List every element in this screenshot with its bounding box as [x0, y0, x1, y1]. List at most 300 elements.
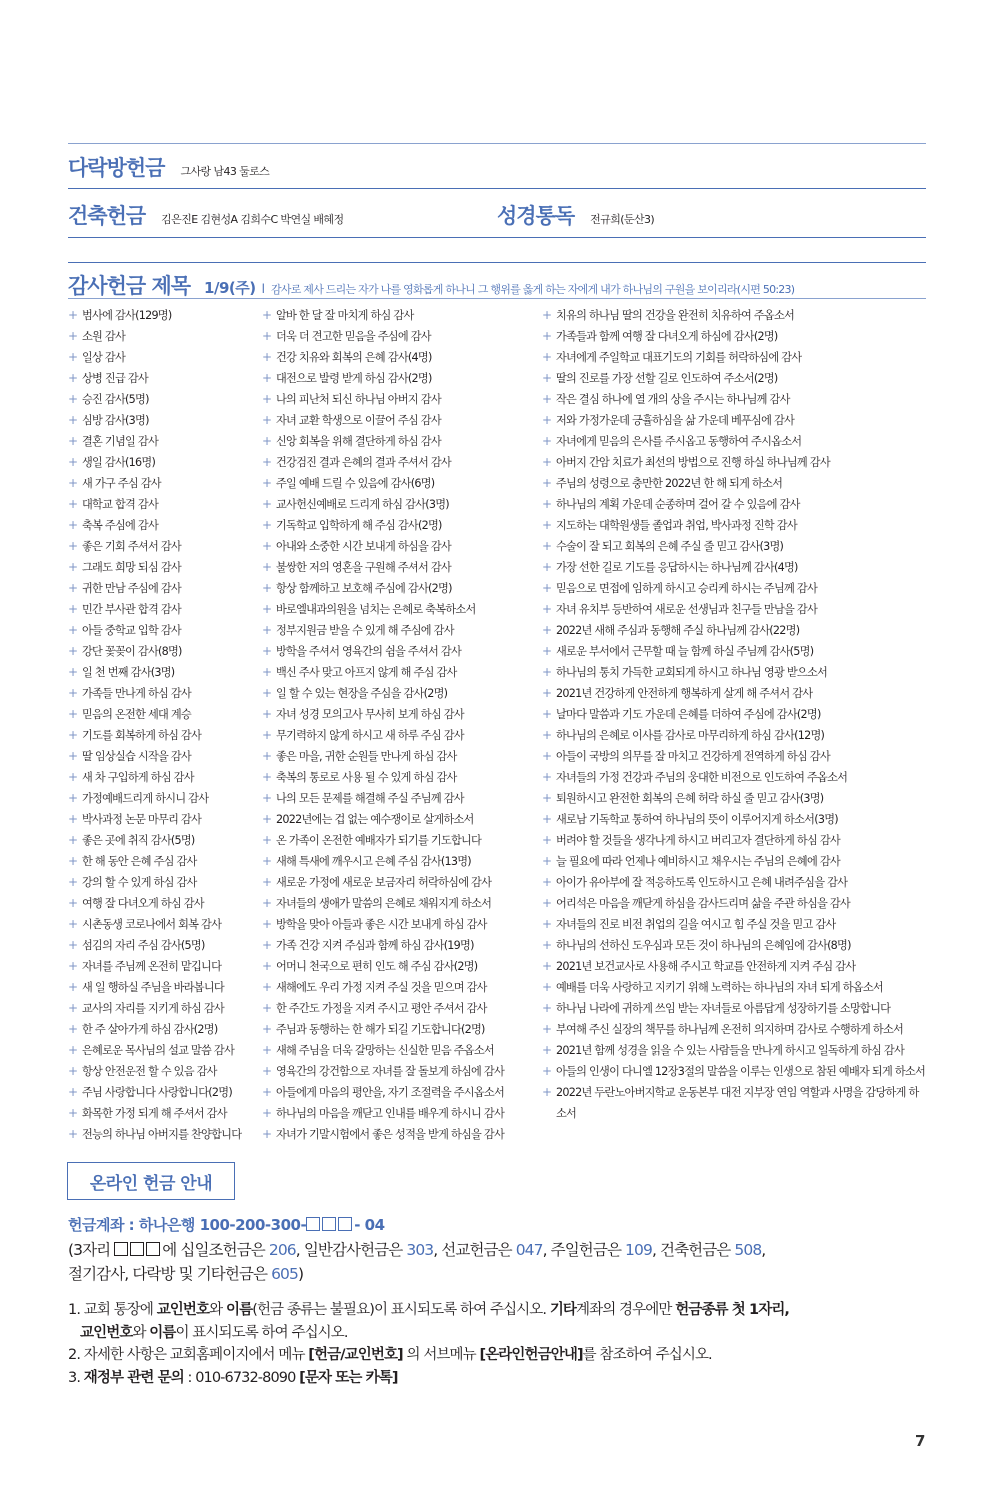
gamsa-item-text: 가족들 만나게 하심 감사 [82, 687, 191, 700]
code-other: 605 [271, 1265, 298, 1283]
gamsa-item-text: 축복의 통로로 사용 될 수 있게 하심 감사 [276, 771, 457, 784]
gamsa-item-text: 전능의 하나님 아버지를 찬양합니다 [82, 1128, 242, 1141]
gamsa-item-text: 새 가구 주심 감사 [82, 477, 161, 490]
gamsa-item [68, 410, 258, 431]
plus-icon: + [68, 728, 78, 742]
gamsa-item-text: 날마다 말씀과 기도 가운데 은혜를 더하여 주심에 감사(2명) [556, 708, 821, 721]
gamsa-item-text: 하나님의 계획 가운데 순종하며 걸어 갈 수 있음에 감사 [556, 498, 800, 511]
notes [68, 1299, 938, 1389]
account-suffix: - 04 [354, 1216, 385, 1234]
plus-icon: + [542, 350, 552, 364]
gamsa-item-text: 주님 사랑합니다 사랑합니다(2명) [82, 1086, 232, 1099]
gamsa-item-text: 시촌동생 코로나에서 회복 감사 [82, 918, 222, 931]
plus-icon: + [262, 980, 272, 994]
building-rule [68, 237, 926, 238]
gamsa-column-2 [262, 305, 537, 1145]
gamsa-item [68, 494, 258, 515]
gamsa-item [262, 683, 537, 704]
gamsa-item-text: 정부지원금 받을 수 있게 해 주심에 감사 [276, 624, 454, 637]
gamsa-item-text: 2021년 함께 성경을 읽을 수 있는 사람들을 만나게 하시고 일독하게 하심 감사 [556, 1044, 904, 1057]
gamsa-item-text: 자녀를 주님께 온전히 맡깁니다 [82, 960, 222, 973]
plus-icon: + [68, 665, 78, 679]
gamsa-item [262, 872, 537, 893]
note-1-cont [68, 1322, 938, 1345]
gamsa-verse: 감사로 제사 드리는 자가 나를 영화롭게 하나니 그 행위를 옳게 하는 자에게 내가 하나님의 구원을 보이리라(시편 50:23) [270, 283, 795, 296]
gamsa-item [262, 662, 537, 683]
digit-box [146, 1242, 160, 1256]
bible-row [497, 200, 917, 230]
plus-icon: + [542, 833, 552, 847]
plus-icon: + [68, 539, 78, 553]
gamsa-item-text: 좋은 기회 주셔서 감사 [82, 540, 181, 553]
gamsa-item-text: 2021년 건강하게 안전하게 행복하게 살게 해 주셔서 감사 [556, 687, 813, 700]
gamsa-item [68, 515, 258, 536]
note-bold: [문자 또는 카톡] [299, 1369, 398, 1386]
plus-icon: + [542, 308, 552, 322]
plus-icon: + [262, 539, 272, 553]
gamsa-item-text: 좋은 마을, 귀한 순원들 만나게 하심 감사 [276, 750, 457, 763]
building-title: 건축헌금 [68, 204, 146, 228]
gamsa-item [262, 809, 537, 830]
gamsa-item [542, 704, 930, 725]
note-bold: 이름 [225, 1302, 253, 1318]
note-text: 계좌의 경우에만 [576, 1302, 676, 1318]
gamsa-item [68, 1103, 258, 1124]
gamsa-item [68, 1082, 258, 1103]
plus-icon: + [262, 812, 272, 826]
gamsa-item-text: 하나님의 선하신 도우심과 모든 것이 하나님의 은혜임에 감사(8명) [556, 939, 851, 952]
gamsa-item [262, 452, 537, 473]
desc-text: , 건축헌금은 [651, 1241, 735, 1259]
gamsa-item-text: 새 차 구입하게 하심 감사 [82, 771, 194, 784]
plus-icon: + [542, 371, 552, 385]
bible-names: 전규희(둔산3) [590, 213, 655, 226]
gamsa-item [542, 977, 930, 998]
gamsa-item [542, 662, 930, 683]
gamsa-item-text: 주님의 성령으로 충만한 2022년 한 해 되게 하소서 [556, 477, 783, 490]
note-bold: 이름 [149, 1324, 176, 1341]
plus-icon: + [542, 980, 552, 994]
gamsa-item [542, 494, 930, 515]
gamsa-item [542, 515, 930, 536]
gamsa-item-text: 믿음의 온전한 세대 계승 [82, 708, 191, 721]
gamsa-item [262, 473, 537, 494]
plus-icon: + [262, 1106, 272, 1120]
gamsa-item [262, 998, 537, 1019]
gamsa-item [262, 410, 537, 431]
gamsa-item [262, 326, 537, 347]
plus-icon: + [262, 854, 272, 868]
gamsa-item [68, 641, 258, 662]
gamsa-item [262, 935, 537, 956]
plus-icon: + [542, 707, 552, 721]
gamsa-item-text: 귀한 만남 주심에 감사 [82, 582, 181, 595]
plus-icon: + [542, 413, 552, 427]
gamsa-item [68, 893, 258, 914]
gamsa-item [262, 746, 537, 767]
gamsa-item-text: 무기력하지 않게 하시고 새 하루 주심 감사 [276, 729, 464, 742]
gamsa-item-text: 아들에게 마음의 평안을, 자기 조절력을 주시옵소서 [276, 1086, 505, 1099]
plus-icon: + [542, 917, 552, 931]
plus-icon: + [68, 476, 78, 490]
plus-icon: + [262, 896, 272, 910]
gamsa-item-text: 아버지 간암 치료가 최선의 방법으로 진행 하실 하나님께 감사 [556, 456, 830, 469]
plus-icon: + [542, 392, 552, 406]
note-text: 와 [209, 1302, 226, 1318]
plus-icon: + [262, 728, 272, 742]
gamsa-item-text: 2022년에는 겁 없는 예수쟁이로 살게하소서 [276, 813, 474, 826]
gamsa-item-text: 2022년 두란노아버지학교 운동본부 대전 지부장 연임 역할과 사명을 감당하게 하소서 [556, 1086, 919, 1120]
gamsa-item-text: 강단 꽃꽂이 감사(8명) [82, 645, 182, 658]
gamsa-item [542, 536, 930, 557]
gamsa-item [542, 431, 930, 452]
desc-text: ) [297, 1265, 304, 1283]
gamsa-item-text: 새로남 기독학교 통하여 하나님의 뜻이 이루어지게 하소서(3명) [556, 813, 838, 826]
gamsa-item [68, 368, 258, 389]
gamsa-item-text: 기도를 회복하게 하심 감사 [82, 729, 202, 742]
gamsa-item [68, 956, 258, 977]
plus-icon: + [542, 329, 552, 343]
plus-icon: + [262, 371, 272, 385]
account-description [68, 1238, 928, 1286]
note-bold: 교인번호 [80, 1324, 133, 1341]
gamsa-item-text: 지도하는 대학원생들 졸업과 취업, 박사과정 진학 감사 [556, 519, 797, 532]
plus-icon: + [68, 434, 78, 448]
gamsa-item-text: 항상 안전운전 할 수 있음 감사 [82, 1065, 217, 1078]
account-prefix: 헌금계좌 : 하나은행 100-200-300- [68, 1216, 307, 1234]
gamsa-item-text: 가정예배드리게 하시니 감사 [82, 792, 209, 805]
gamsa-item [542, 956, 930, 977]
gamsa-item [68, 1124, 258, 1145]
plus-icon: + [68, 791, 78, 805]
gamsa-item [542, 935, 930, 956]
gamsa-item [542, 641, 930, 662]
desc-text: , 일반감사헌금은 [295, 1241, 407, 1259]
gamsa-item-text: 아내와 소중한 시간 보내게 하심을 감사 [276, 540, 451, 553]
desc-text: 절기감사, 다락방 및 기타헌금은 [68, 1265, 272, 1283]
plus-icon: + [262, 1022, 272, 1036]
note-text: : 010-6732-8090 [183, 1369, 300, 1386]
gamsa-item-text: 어머니 천국으로 편히 인도 해 주심 감사(2명) [276, 960, 478, 973]
plus-icon: + [68, 749, 78, 763]
plus-icon: + [262, 392, 272, 406]
gamsa-item [262, 305, 537, 326]
plus-icon: + [262, 749, 272, 763]
gamsa-item-text: 어리석은 마음을 깨닫게 하심을 감사드리며 삶을 주관 하심을 감사 [556, 897, 850, 910]
gamsa-item-text: 가족 건강 지켜 주심과 함께 하심 감사(19명) [276, 939, 474, 952]
plus-icon: + [542, 434, 552, 448]
gamsa-item [542, 326, 930, 347]
gamsa-item-text: 교사헌신예배로 드리게 하심 감사(3명) [276, 498, 449, 511]
gamsa-item-text: 저와 가정가운데 긍휼하심을 삶 가운데 베푸심에 감사 [556, 414, 795, 427]
plus-icon: + [68, 644, 78, 658]
desc-text: , 선교헌금은 [433, 1241, 516, 1259]
note-bold: 헌금종류 첫 1자리, [675, 1302, 790, 1318]
plus-icon: + [542, 1043, 552, 1057]
plus-icon: + [542, 539, 552, 553]
gamsa-item [68, 851, 258, 872]
gamsa-item [262, 1103, 537, 1124]
plus-icon: + [542, 896, 552, 910]
plus-icon: + [542, 497, 552, 511]
gamsa-item [262, 1040, 537, 1061]
gamsa-item [68, 977, 258, 998]
gamsa-item [68, 662, 258, 683]
gamsa-item-text: 주님과 동행하는 한 해가 되길 기도합니다(2명) [276, 1023, 485, 1036]
code-mission: 047 [515, 1241, 543, 1259]
plus-icon: + [68, 770, 78, 784]
gamsa-item-text: 아들이 국방의 의무를 잘 마치고 건강하게 전역하게 하심 감사 [556, 750, 830, 763]
gamsa-item [68, 872, 258, 893]
note-bold: 재정부 관련 문의 [83, 1369, 184, 1386]
gamsa-item-text: 새해에도 우리 가정 지켜 주실 것을 믿으며 감사 [276, 981, 487, 994]
gamsa-item-text: 기독학교 입학하게 해 주심 감사(2명) [276, 519, 442, 532]
gamsa-item [68, 473, 258, 494]
plus-icon: + [262, 938, 272, 952]
gamsa-item-text: 자녀들의 가정 건강과 주님의 웅대한 비전으로 인도하여 주옵소서 [556, 771, 848, 784]
gamsa-item-text: 하나님의 은혜로 이사를 감사로 마무리하게 하심 감사(12명) [556, 729, 825, 742]
plus-icon: + [68, 938, 78, 952]
note-text: 3. [68, 1369, 84, 1386]
gamsa-item-text: 대전으로 발령 받게 하심 감사(2명) [276, 372, 432, 385]
gamsa-item-text: 온 가족이 온전한 예배자가 되기를 기도합니다 [276, 834, 482, 847]
gamsa-item [262, 641, 537, 662]
gamsa-item [68, 683, 258, 704]
gamsa-item [262, 893, 537, 914]
note-text: 1. 교회 통장에 [68, 1302, 157, 1318]
gamsa-item [68, 431, 258, 452]
gamsa-item-text: 부여해 주신 실장의 책무를 하나님께 온전히 의지하며 감사로 수행하게 하소서 [556, 1023, 904, 1036]
gamsa-item-text: 강의 할 수 있게 하심 감사 [82, 876, 197, 889]
plus-icon: + [262, 791, 272, 805]
plus-icon: + [262, 602, 272, 616]
plus-icon: + [542, 518, 552, 532]
gamsa-item [542, 788, 930, 809]
plus-icon: + [68, 959, 78, 973]
gamsa-item [68, 347, 258, 368]
gamsa-item-text: 항상 함께하고 보호해 주심에 감사(2명) [276, 582, 452, 595]
gamsa-item-text: 범사에 감사(129명) [82, 309, 172, 322]
gamsa-item-text: 교사의 자리를 지키게 하심 감사 [82, 1002, 224, 1015]
plus-icon: + [68, 1064, 78, 1078]
darak-title: 다락방헌금 [68, 156, 165, 180]
plus-icon: + [542, 875, 552, 889]
gamsa-item-text: 소원 감사 [82, 330, 126, 343]
top-rule [68, 143, 926, 144]
gamsa-item [68, 536, 258, 557]
gamsa-item-text: 딸 임상실습 시작을 감사 [82, 750, 191, 763]
gamsa-item [68, 935, 258, 956]
plus-icon: + [262, 350, 272, 364]
gamsa-item-text: 불쌍한 저의 영혼을 구원해 주셔서 감사 [276, 561, 451, 574]
gamsa-column-3 [542, 305, 930, 1124]
darak-row [68, 152, 926, 182]
gamsa-item [262, 1124, 537, 1145]
desc-text: (3자리 [68, 1241, 115, 1259]
gamsa-item-text: 새로운 부서에서 근무할 때 늘 함께 하실 주님께 감사(5명) [556, 645, 814, 658]
gamsa-item-text: 자녀들의 생애가 말씀의 은혜로 채워지게 하소서 [276, 897, 492, 910]
gamsa-item [542, 767, 930, 788]
gamsa-item-text: 믿음으로 면접에 임하게 하시고 승리케 하시는 주님께 감사 [556, 582, 818, 595]
gamsa-item [542, 389, 930, 410]
plus-icon: + [262, 476, 272, 490]
gamsa-item-text: 더욱 더 견고한 믿음을 주심에 감사 [276, 330, 431, 343]
gamsa-item [542, 1040, 930, 1061]
gamsa-item-text: 하나님 나라에 귀하게 쓰임 받는 자녀들로 아름답게 성장하기를 소망합니다 [556, 1002, 891, 1015]
plus-icon: + [542, 1022, 552, 1036]
gamsa-item-text: 자녀에게 믿음의 은사를 주시옵고 동행하여 주시옵소서 [556, 435, 802, 448]
gamsa-item-text: 영육간의 강건함으로 자녀를 잘 돌보게 하심에 감사 [276, 1065, 505, 1078]
gamsa-item [542, 578, 930, 599]
gamsa-item [262, 620, 537, 641]
gamsa-item-text: 아이가 유아부에 잘 적응하도록 인도하시고 은혜 내려주심을 감사 [556, 876, 848, 889]
plus-icon: + [262, 1043, 272, 1057]
plus-icon: + [542, 455, 552, 469]
gamsa-item-text: 신앙 회복을 위해 결단하게 하심 감사 [276, 435, 441, 448]
plus-icon: + [68, 812, 78, 826]
gamsa-item-text: 아들의 인생이 다니엘 12장3절의 말씀을 이루는 인생으로 참된 예배자 되게 하소서 [556, 1065, 925, 1078]
gamsa-item-text: 나의 피난처 되신 하나님 아버지 감사 [276, 393, 441, 406]
plus-icon: + [262, 1085, 272, 1099]
gamsa-item [68, 830, 258, 851]
code-building: 508 [734, 1241, 762, 1259]
darak-rule [68, 188, 926, 189]
gamsa-item [542, 305, 930, 326]
gamsa-item [542, 998, 930, 1019]
gamsa-item-text: 2021년 보건교사로 사용해 주시고 학교를 안전하게 지켜 주심 감사 [556, 960, 856, 973]
plus-icon: + [68, 854, 78, 868]
plus-icon: + [542, 812, 552, 826]
plus-icon: + [542, 1001, 552, 1015]
gamsa-item-text: 박사과정 논문 마무리 감사 [82, 813, 202, 826]
digit-box [130, 1242, 144, 1256]
gamsa-item [542, 851, 930, 872]
gamsa-item-text: 대학교 합격 감사 [82, 498, 159, 511]
plus-icon: + [542, 686, 552, 700]
gamsa-item-text: 버려야 할 것들을 생각나게 하시고 버리고자 결단하게 하심 감사 [556, 834, 840, 847]
gamsa-item [68, 1019, 258, 1040]
gamsa-item [542, 830, 930, 851]
online-giving-title: 온라인 헌금 안내 [67, 1162, 235, 1200]
plus-icon: + [68, 1106, 78, 1120]
note-text: 2. 자세한 사항은 교회홈페이지에서 메뉴 [68, 1347, 309, 1363]
code-thanks: 303 [406, 1241, 434, 1259]
gamsa-item [542, 1082, 930, 1124]
gamsa-item-text: 일 할 수 있는 현장을 주심을 감사(2명) [276, 687, 448, 700]
plus-icon: + [542, 854, 552, 868]
plus-icon: + [542, 791, 552, 805]
gamsa-item-text: 알바 한 달 잘 마치게 하심 감사 [276, 309, 414, 322]
gamsa-item [262, 431, 537, 452]
gamsa-item-text: 하나님의 통치 가득한 교회되게 하시고 하나님 영광 받으소서 [556, 666, 828, 679]
gamsa-item [68, 599, 258, 620]
plus-icon: + [68, 833, 78, 847]
gamsa-item-text: 자녀에게 주일학교 대표기도의 기회를 허락하심에 감사 [556, 351, 802, 364]
gamsa-item [68, 809, 258, 830]
gamsa-item [262, 956, 537, 977]
gamsa-item [68, 305, 258, 326]
note-bold: 교인번호 [156, 1302, 210, 1318]
gamsa-item-text: 아들 중학교 입학 감사 [82, 624, 181, 637]
gamsa-title: 감사헌금 제목 [68, 274, 191, 298]
gamsa-item-text: 딸의 진로를 가장 선할 길로 인도하여 주소서(2명) [556, 372, 778, 385]
gamsa-item-text: 주일 예배 드릴 수 있음에 감사(6명) [276, 477, 435, 490]
plus-icon: + [262, 1001, 272, 1015]
plus-icon: + [262, 686, 272, 700]
bible-title: 성경통독 [497, 204, 575, 228]
gamsa-item-text: 일상 감사 [82, 351, 126, 364]
plus-icon: + [542, 476, 552, 490]
gamsa-item [68, 998, 258, 1019]
gamsa-item [68, 767, 258, 788]
plus-icon: + [542, 623, 552, 637]
gamsa-item-text: 섬김의 자리 주심 감사(5명) [82, 939, 205, 952]
gamsa-item [262, 557, 537, 578]
gamsa-item [262, 767, 537, 788]
gamsa-item-text: 늘 필요에 따라 언제나 예비하시고 채우시는 주님의 은혜에 감사 [556, 855, 840, 868]
gamsa-item [68, 326, 258, 347]
plus-icon: + [262, 413, 272, 427]
plus-icon: + [262, 1127, 272, 1141]
gamsa-item [68, 1040, 258, 1061]
plus-icon: + [68, 980, 78, 994]
gamsa-item-text: 새로운 가정에 새로운 보금자리 허락하심에 감사 [276, 876, 492, 889]
gamsa-item [262, 494, 537, 515]
gamsa-item [262, 788, 537, 809]
desc-text: 에 십일조헌금은 [162, 1241, 269, 1259]
plus-icon: + [262, 497, 272, 511]
building-names: 김은진E 김현성A 김희수C 박연실 배혜정 [161, 213, 344, 226]
gamsa-item-text: 자녀들의 진로 비전 취업의 길을 여시고 힘 주실 것을 믿고 감사 [556, 918, 836, 931]
gamsa-item [542, 746, 930, 767]
plus-icon: + [262, 707, 272, 721]
gamsa-item [542, 725, 930, 746]
note-text: 와 [132, 1324, 150, 1341]
gamsa-item-text: 민간 부사관 합격 감사 [82, 603, 181, 616]
gamsa-item [262, 914, 537, 935]
plus-icon: + [542, 665, 552, 679]
gamsa-column-1 [68, 305, 258, 1145]
account-line [68, 1214, 385, 1235]
gamsa-item [262, 1019, 537, 1040]
plus-icon: + [68, 1043, 78, 1057]
gamsa-item-text: 새해 주님을 더욱 갈망하는 신실한 믿음 주옵소서 [276, 1044, 494, 1057]
plus-icon: + [68, 875, 78, 889]
plus-icon: + [542, 749, 552, 763]
plus-icon: + [68, 581, 78, 595]
plus-icon: + [68, 917, 78, 931]
plus-icon: + [262, 518, 272, 532]
digit-box [338, 1217, 352, 1231]
gamsa-item [542, 683, 930, 704]
gamsa-item [542, 620, 930, 641]
plus-icon: + [262, 665, 272, 679]
gamsa-item [68, 578, 258, 599]
gamsa-item [262, 536, 537, 557]
gamsa-item-text: 자녀 교환 학생으로 이끌어 주심 감사 [276, 414, 441, 427]
plus-icon: + [262, 917, 272, 931]
plus-icon: + [68, 350, 78, 364]
gamsa-item [262, 1082, 537, 1103]
gamsa-item-text: 자녀 유치부 등반하여 새로운 선생님과 친구들 만남을 감사 [556, 603, 818, 616]
gamsa-item [262, 389, 537, 410]
gamsa-item-text: 결혼 기념일 감사 [82, 435, 159, 448]
gamsa-item [542, 809, 930, 830]
gamsa-separator: l [261, 282, 265, 296]
note-1 [68, 1299, 938, 1322]
gamsa-item-text: 치유의 하나님 딸의 건강을 완전히 치유하여 주옵소서 [556, 309, 795, 322]
note-bold: [온라인헌금안내] [479, 1347, 583, 1363]
